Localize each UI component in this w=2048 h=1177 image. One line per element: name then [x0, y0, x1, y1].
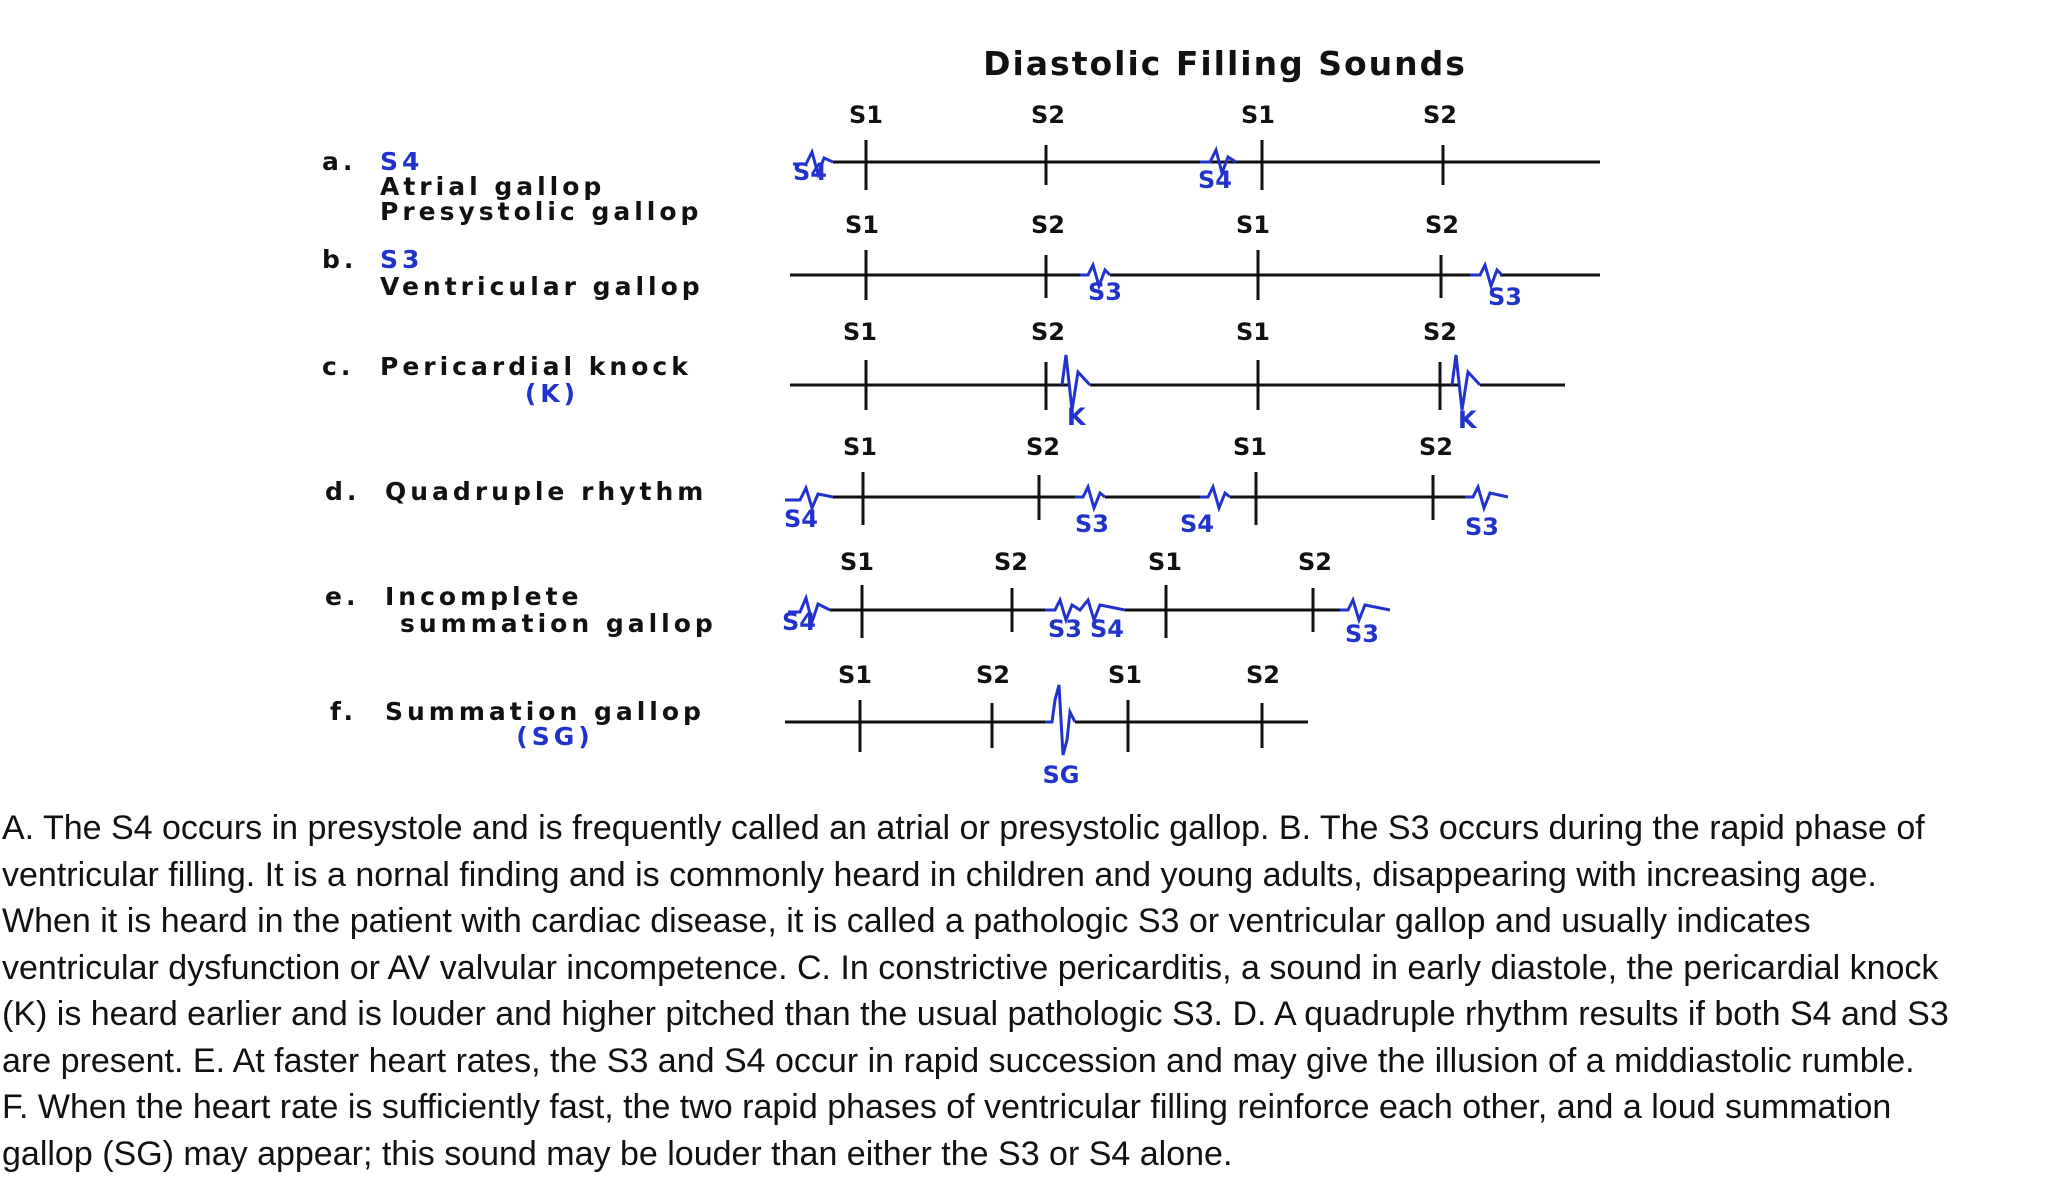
caption-line: ventricular filling. It is a nornal finding and is commonly heard in children and young adults, disappearing with increasing age.: [2, 852, 2046, 899]
beat-label: S1: [1241, 101, 1275, 129]
beat-label: S1: [849, 101, 883, 129]
row-c: [322, 318, 1565, 434]
caption-text: [0, 805, 2048, 1152]
row-label-sound-name: S4: [380, 147, 423, 176]
row-label-letter: a.: [322, 147, 356, 176]
row-label-letter: f.: [330, 697, 357, 726]
row-label-line: Incomplete: [385, 582, 582, 611]
figure-title: Diastolic Filling Sounds: [983, 44, 1467, 83]
sound-marker: S4: [793, 158, 827, 186]
knock-wave: [1062, 355, 1090, 410]
sound-marker: S4: [782, 608, 816, 636]
row-label-letter: e.: [325, 582, 359, 611]
beat-label: S1: [838, 661, 872, 689]
row-label-line: Presystolic gallop: [380, 197, 702, 226]
sound-marker: S3: [1345, 620, 1379, 648]
sound-marker: K: [1067, 403, 1087, 431]
beat-label: S1: [840, 548, 874, 576]
row-label-sound-name: S3: [380, 245, 423, 274]
row-label-line: Atrial gallop: [380, 172, 605, 201]
row-label-line: Summation gallop: [385, 697, 705, 726]
beat-label: S2: [1425, 211, 1459, 239]
s3-wave: [1340, 600, 1390, 620]
sound-marker: S4: [1180, 510, 1214, 538]
row-label-letter: c.: [322, 352, 354, 381]
sound-marker: S3: [1465, 513, 1499, 541]
beat-label: S2: [1423, 318, 1457, 346]
caption-line: are present. E. At faster heart rates, the S3 and S4 occur in rapid succession and may give the illusion of a middiastolic rumble.: [2, 1038, 2046, 1085]
sound-marker: K: [1458, 406, 1478, 434]
beat-label: S1: [843, 433, 877, 461]
caption-line: (K) is heard earlier and is louder and higher pitched than the usual pathologic S3. D. A quadruple rhythm results if both S4 and S3: [2, 991, 2046, 1038]
knock-wave: [1452, 355, 1480, 410]
beat-label: S1: [1148, 548, 1182, 576]
beat-label: S1: [1233, 433, 1267, 461]
beat-label: S2: [1031, 101, 1065, 129]
sound-marker: SG: [1043, 761, 1080, 789]
row-label-letter: d.: [325, 477, 360, 506]
sound-marker: S3: [1488, 283, 1522, 311]
beat-label: S1: [845, 211, 879, 239]
row-label-line: Pericardial knock: [380, 352, 692, 381]
beat-label: S2: [1419, 433, 1453, 461]
s4-wave: [1200, 487, 1230, 508]
caption-line: gallop (SG) may appear; this sound may be louder than either the S3 or S4 alone.: [2, 1131, 2046, 1177]
row-label-line: Ventricular gallop: [380, 272, 704, 301]
row-label-line: (K): [525, 379, 579, 408]
beat-label: S1: [1108, 661, 1142, 689]
row-label-line: Quadruple rhythm: [385, 477, 707, 506]
row-label-line: (SG): [516, 722, 593, 751]
beat-label: S2: [1031, 318, 1065, 346]
beat-label: S2: [1246, 661, 1280, 689]
beat-label: S1: [1236, 318, 1270, 346]
row-e: [325, 548, 1390, 648]
row-a: [322, 101, 1600, 226]
s3-wave: [1075, 487, 1105, 508]
beat-label: S2: [1423, 101, 1457, 129]
beat-label: S1: [843, 318, 877, 346]
row-label-letter: b.: [322, 245, 357, 274]
sound-marker: S4: [1198, 166, 1232, 194]
sound-marker: S3: [1048, 615, 1082, 643]
beat-label: S2: [1031, 211, 1065, 239]
beat-label: S2: [994, 548, 1028, 576]
caption-line: When it is heard in the patient with cardiac disease, it is called a pathologic S3 or ventricular gallop and usually indicates: [2, 898, 2046, 945]
row-d: [325, 433, 1508, 541]
sg-wave: [1045, 685, 1075, 755]
caption-line: A. The S4 occurs in presystole and is frequently called an atrial or presystolic gallop. B. The S3 occurs during the rapid phase of: [2, 805, 2046, 852]
caption-line: F. When the heart rate is sufficiently fast, the two rapid phases of ventricular filling reinforce each other, and a loud summation: [2, 1084, 2046, 1131]
sound-marker: S4: [1090, 615, 1124, 643]
row-label-line: summation gallop: [400, 609, 717, 638]
row-f: [330, 661, 1308, 789]
row-b: [322, 211, 1600, 311]
sound-marker: S3: [1075, 510, 1109, 538]
beat-label: S2: [1298, 548, 1332, 576]
beat-label: S2: [1026, 433, 1060, 461]
s3-wave: [1465, 487, 1508, 508]
beat-label: S1: [1236, 211, 1270, 239]
beat-label: S2: [976, 661, 1010, 689]
caption-line: ventricular dysfunction or AV valvular incompetence. C. In constrictive pericarditis, a sound in early diastole, the pericardial knock: [2, 945, 2046, 992]
sound-marker: S3: [1088, 278, 1122, 306]
sound-marker: S4: [784, 505, 818, 533]
